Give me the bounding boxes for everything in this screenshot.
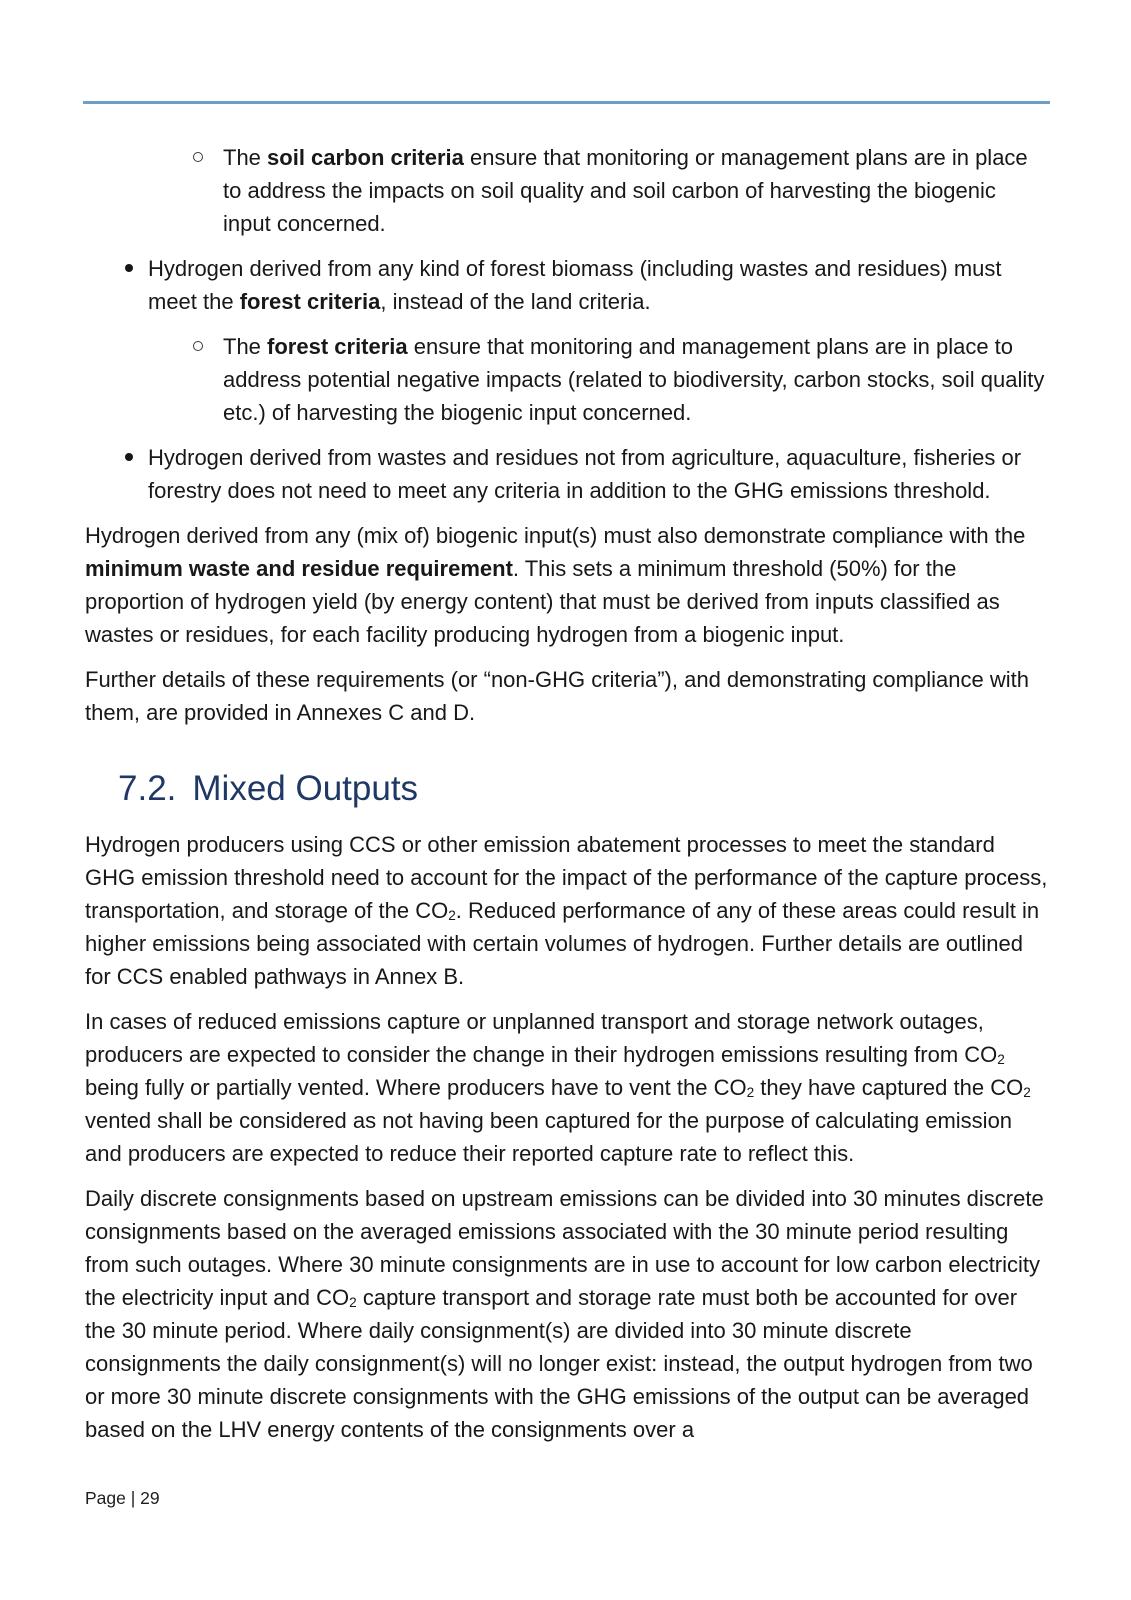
bullet-text: Hydrogen derived from any kind of forest biomass (including wastes and residues) must meet the forest criteria, instead of the land criteria. (148, 256, 1002, 314)
bullet-item (85, 252, 1049, 318)
bullet-text: Hydrogen derived from wastes and residues not from agriculture, aquaculture, fisheries or forestry does not need to meet any criteria in addition to the GHG emissions threshold. (148, 445, 1022, 503)
bullet-marker (193, 141, 223, 240)
paragraph: Hydrogen producers using CCS or other emission abatement processes to meet the standard GHG emission threshold need to account for the impact of the performance of the capture process, transportation, and storage of the $CO_2$. Reduced performance of any of these areas could result in higher emissions being associated with certain volumes of hydrogen. Further details are outlined for CCS enabled pathways in Annex B. (85, 832, 1048, 989)
bullet-marker (193, 330, 223, 429)
disc-bullet-icon (125, 264, 133, 272)
page-footer (85, 1487, 160, 1510)
header-rule (83, 101, 1050, 104)
bullet-marker (125, 252, 148, 318)
paragraph: In cases of reduced emissions capture or unplanned transport and storage network outages, producers are expected to consider the change in their hydrogen emissions resulting from $CO_2$ being fully or partially vented. Where producers have to vent the $CO_2$ they have captured the $CO_2$ vented shall be considered as not having been captured for the purpose of calculating emission and producers are expected to reduce their reported capture rate to reflect this. (85, 1009, 1031, 1166)
sub-bullet-item (85, 330, 1049, 429)
circle-bullet-icon (193, 152, 203, 162)
document-content (85, 141, 1049, 1446)
section-heading (85, 765, 1049, 812)
bullet-marker (125, 441, 148, 507)
section-number: 7.2. (118, 769, 177, 808)
paragraph: Hydrogen derived from any (mix of) biogenic input(s) must also demonstrate compliance with the minimum waste and residue requirement. This sets a minimum threshold (50%) for the proportion of hydrogen yield (by energy content) that must be derived from inputs classified as wastes or residues, for each facility producing hydrogen from a biogenic input. (85, 523, 1026, 647)
paragraph: Further details of these requirements (or “non-GHG criteria”), and demonstrating compliance with them, are provided in Annexes C and D. (85, 667, 1029, 725)
page-number: Page | 29 (85, 1488, 160, 1508)
circle-bullet-icon (193, 341, 203, 351)
bullet-item (85, 441, 1049, 507)
disc-bullet-icon (125, 453, 133, 461)
sub-bullet-item (85, 141, 1049, 240)
bullet-text: The forest criteria ensure that monitoring and management plans are in place to address potential negative impacts (related to biodiversity, carbon stocks, soil quality etc.) of harvesting the biogenic input concerned. (223, 334, 1045, 425)
bullet-text: The soil carbon criteria ensure that monitoring or management plans are in place to address the impacts on soil quality and soil carbon of harvesting the biogenic input concerned. (223, 145, 1028, 236)
paragraph: Daily discrete consignments based on upstream emissions can be divided into 30 minutes discrete consignments based on the averaged emissions associated with the 30 minute period resulting from such outages. Where 30 minute consignments are in use to account for low carbon electricity the electricity input and $CO_2$ capture transport and storage rate must both be accounted for over the 30 minute period. Where daily consignment(s) are divided into 30 minute discrete consignments the daily consignment(s) will no longer exist: instead, the output hydrogen from two or more 30 minute discrete consignments with the GHG emissions of the output can be averaged based on the LHV energy contents of the consignments over a (85, 1186, 1044, 1442)
section-title: Mixed Outputs (192, 769, 419, 808)
